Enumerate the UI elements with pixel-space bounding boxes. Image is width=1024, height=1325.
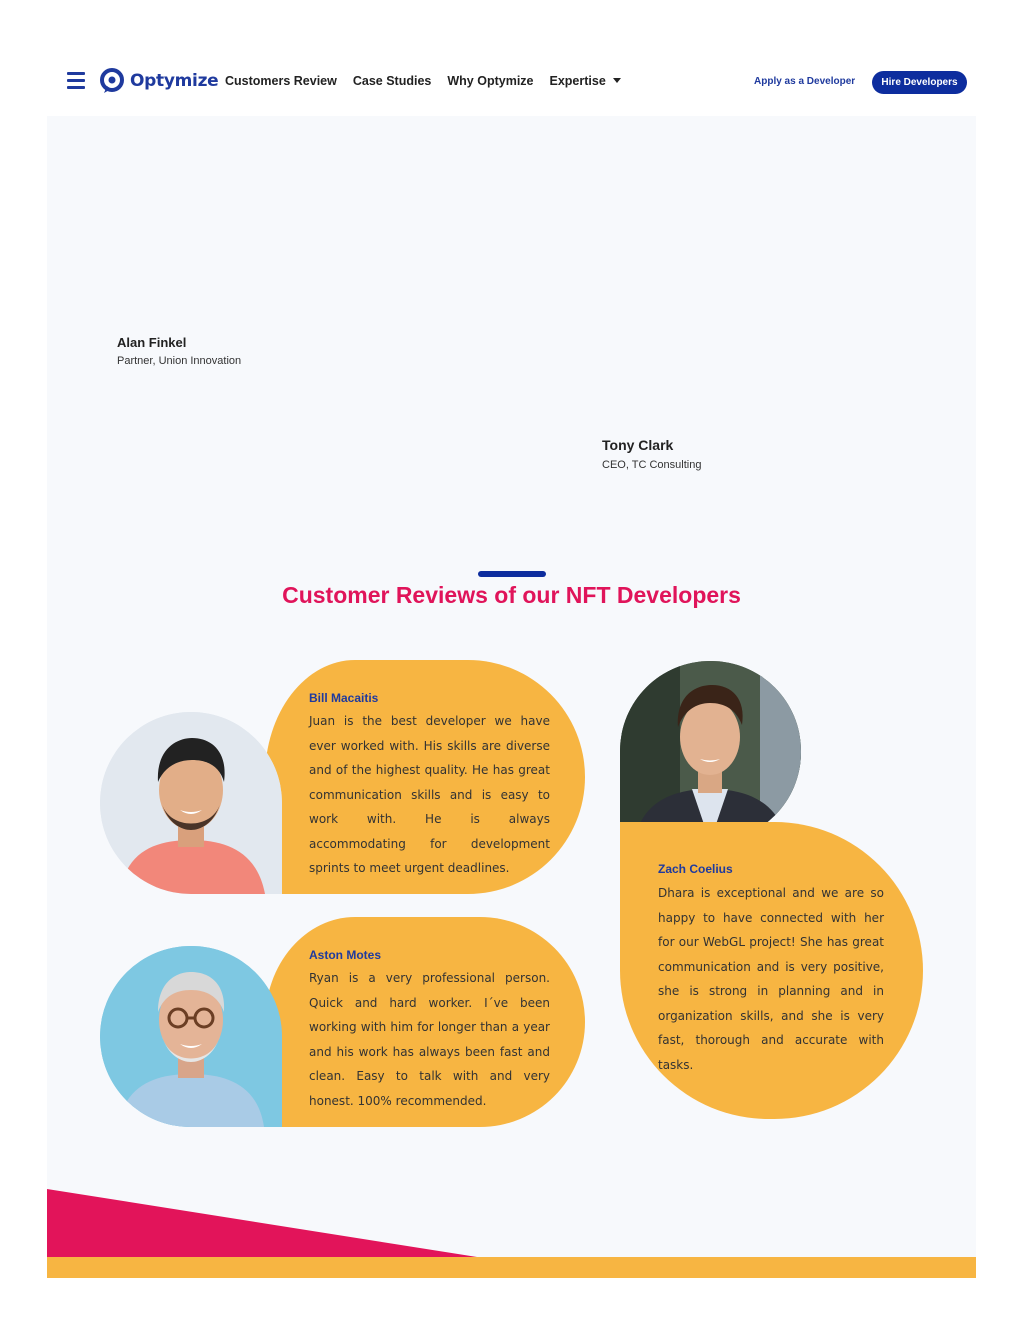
hamburger-menu-icon[interactable] xyxy=(67,72,85,90)
optymize-logo-icon xyxy=(99,68,125,94)
testimonial-name-alan: Alan Finkel xyxy=(117,335,187,350)
brand-logo[interactable] xyxy=(99,68,218,94)
testimonial-role-tony: CEO, TC Consulting xyxy=(602,459,702,471)
testimonial-role-alan: Partner, Union Innovation xyxy=(117,355,242,367)
expertise-label: Expertise xyxy=(549,74,606,88)
reviewer-avatar-aston xyxy=(100,946,282,1127)
reviewer-name-bill: Bill Macaitis xyxy=(309,691,379,705)
hire-developers-button[interactable]: Hire Developers xyxy=(872,71,967,94)
title-accent-bar xyxy=(478,571,546,577)
top-navbar xyxy=(47,45,976,116)
nav-link-why-optymize[interactable]: Why Optymize xyxy=(447,74,534,88)
testimonial-name-tony: Tony Clark xyxy=(602,437,674,453)
review-text-zach: Dhara is exceptional and we are so happy to have connected with her for our WebGL project! She has great communication and is very positive, she is strong in planning and in organization skills, and she is very fast, thorough and accurate with tasks. xyxy=(658,886,884,1072)
review-text-aston: Ryan is a very professional person. Quick and hard worker. I´ve been working with him for longer than a year and his work has always been fast and clean. Easy to talk with and very honest. 100% recommended. xyxy=(309,971,550,1108)
reviewer-avatar-bill xyxy=(100,712,282,894)
reviewer-avatar-zach xyxy=(620,661,801,842)
chevron-down-icon xyxy=(613,78,621,83)
nav-link-case-studies[interactable]: Case Studies xyxy=(352,74,432,88)
review-text-bill: Juan is the best developer we have ever worked with. His skills are diverse and of the highest quality. He has great communication skills and is easy to work with. He is always accommodating for development sprints to meet urgent deadlines. xyxy=(309,714,550,875)
apply-as-developer-link[interactable]: Apply as a Developer xyxy=(754,76,856,87)
footer-decoration xyxy=(47,1185,976,1278)
reviewer-name-aston: Aston Motes xyxy=(309,948,381,962)
reviewer-name-zach: Zach Coelius xyxy=(658,862,733,876)
nav-dropdown-expertise[interactable] xyxy=(550,74,621,88)
section-title: Customer Reviews of our NFT Developers xyxy=(282,582,741,608)
nav-links xyxy=(225,74,621,88)
page-frame xyxy=(47,45,976,1278)
brand-name: Optymize xyxy=(130,71,219,91)
nav-link-customers-review[interactable]: Customers Review xyxy=(225,74,337,88)
